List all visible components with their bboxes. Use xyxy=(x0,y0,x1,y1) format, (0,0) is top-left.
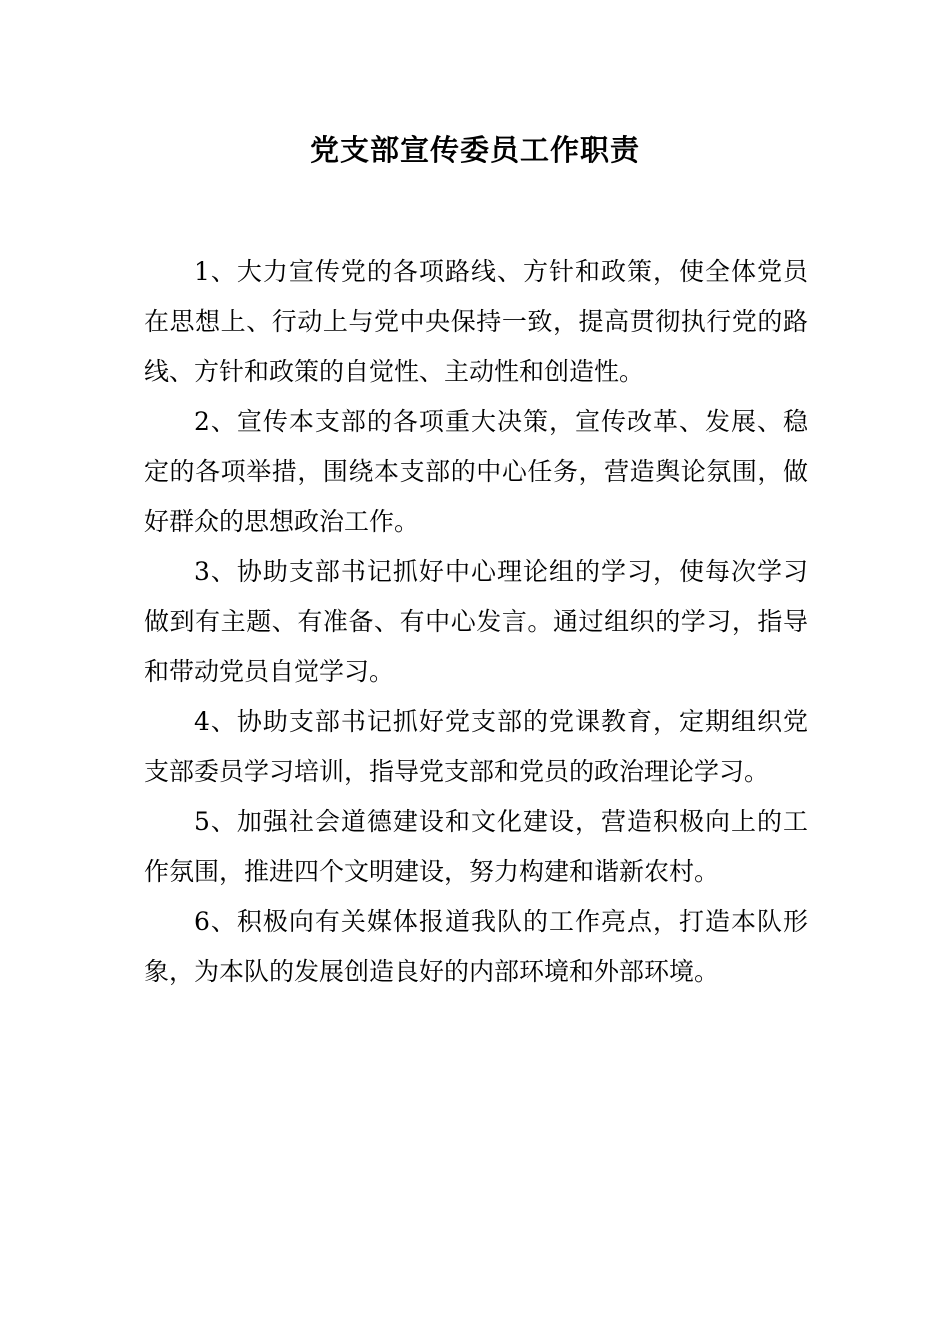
duty-item-5: 5、加强社会道德建设和文化建设，营造积极向上的工作氛围，推进四个文明建设，努力构建和谐新农村。 xyxy=(144,807,808,886)
document-title: 党支部宣传委员工作职责 xyxy=(309,133,640,167)
duty-item-1: 1、大力宣传党的各项路线、方针和政策，使全体党员在思想上、行动上与党中央保持一致，提高贯彻执行党的路线、方针和政策的自觉性、主动性和创造性。 xyxy=(144,257,808,386)
duty-item-3: 3、协助支部书记抓好中心理论组的学习，使每次学习做到有主题、有准备、有中心发言。通过组织的学习，指导和带动党员自觉学习。 xyxy=(144,557,808,686)
duty-item-2: 2、宣传本支部的各项重大决策，宣传改革、发展、稳定的各项举措，围绕本支部的中心任务，营造舆论氛围，做好群众的思想政治工作。 xyxy=(144,407,808,536)
duty-item-4: 4、协助支部书记抓好党支部的党课教育，定期组织党支部委员学习培训，指导党支部和党员的政治理论学习。 xyxy=(144,707,808,786)
document-body xyxy=(144,247,808,997)
duty-item-6: 6、积极向有关媒体报道我队的工作亮点，打造本队形象，为本队的发展创造良好的内部环境和外部环境。 xyxy=(144,907,808,986)
